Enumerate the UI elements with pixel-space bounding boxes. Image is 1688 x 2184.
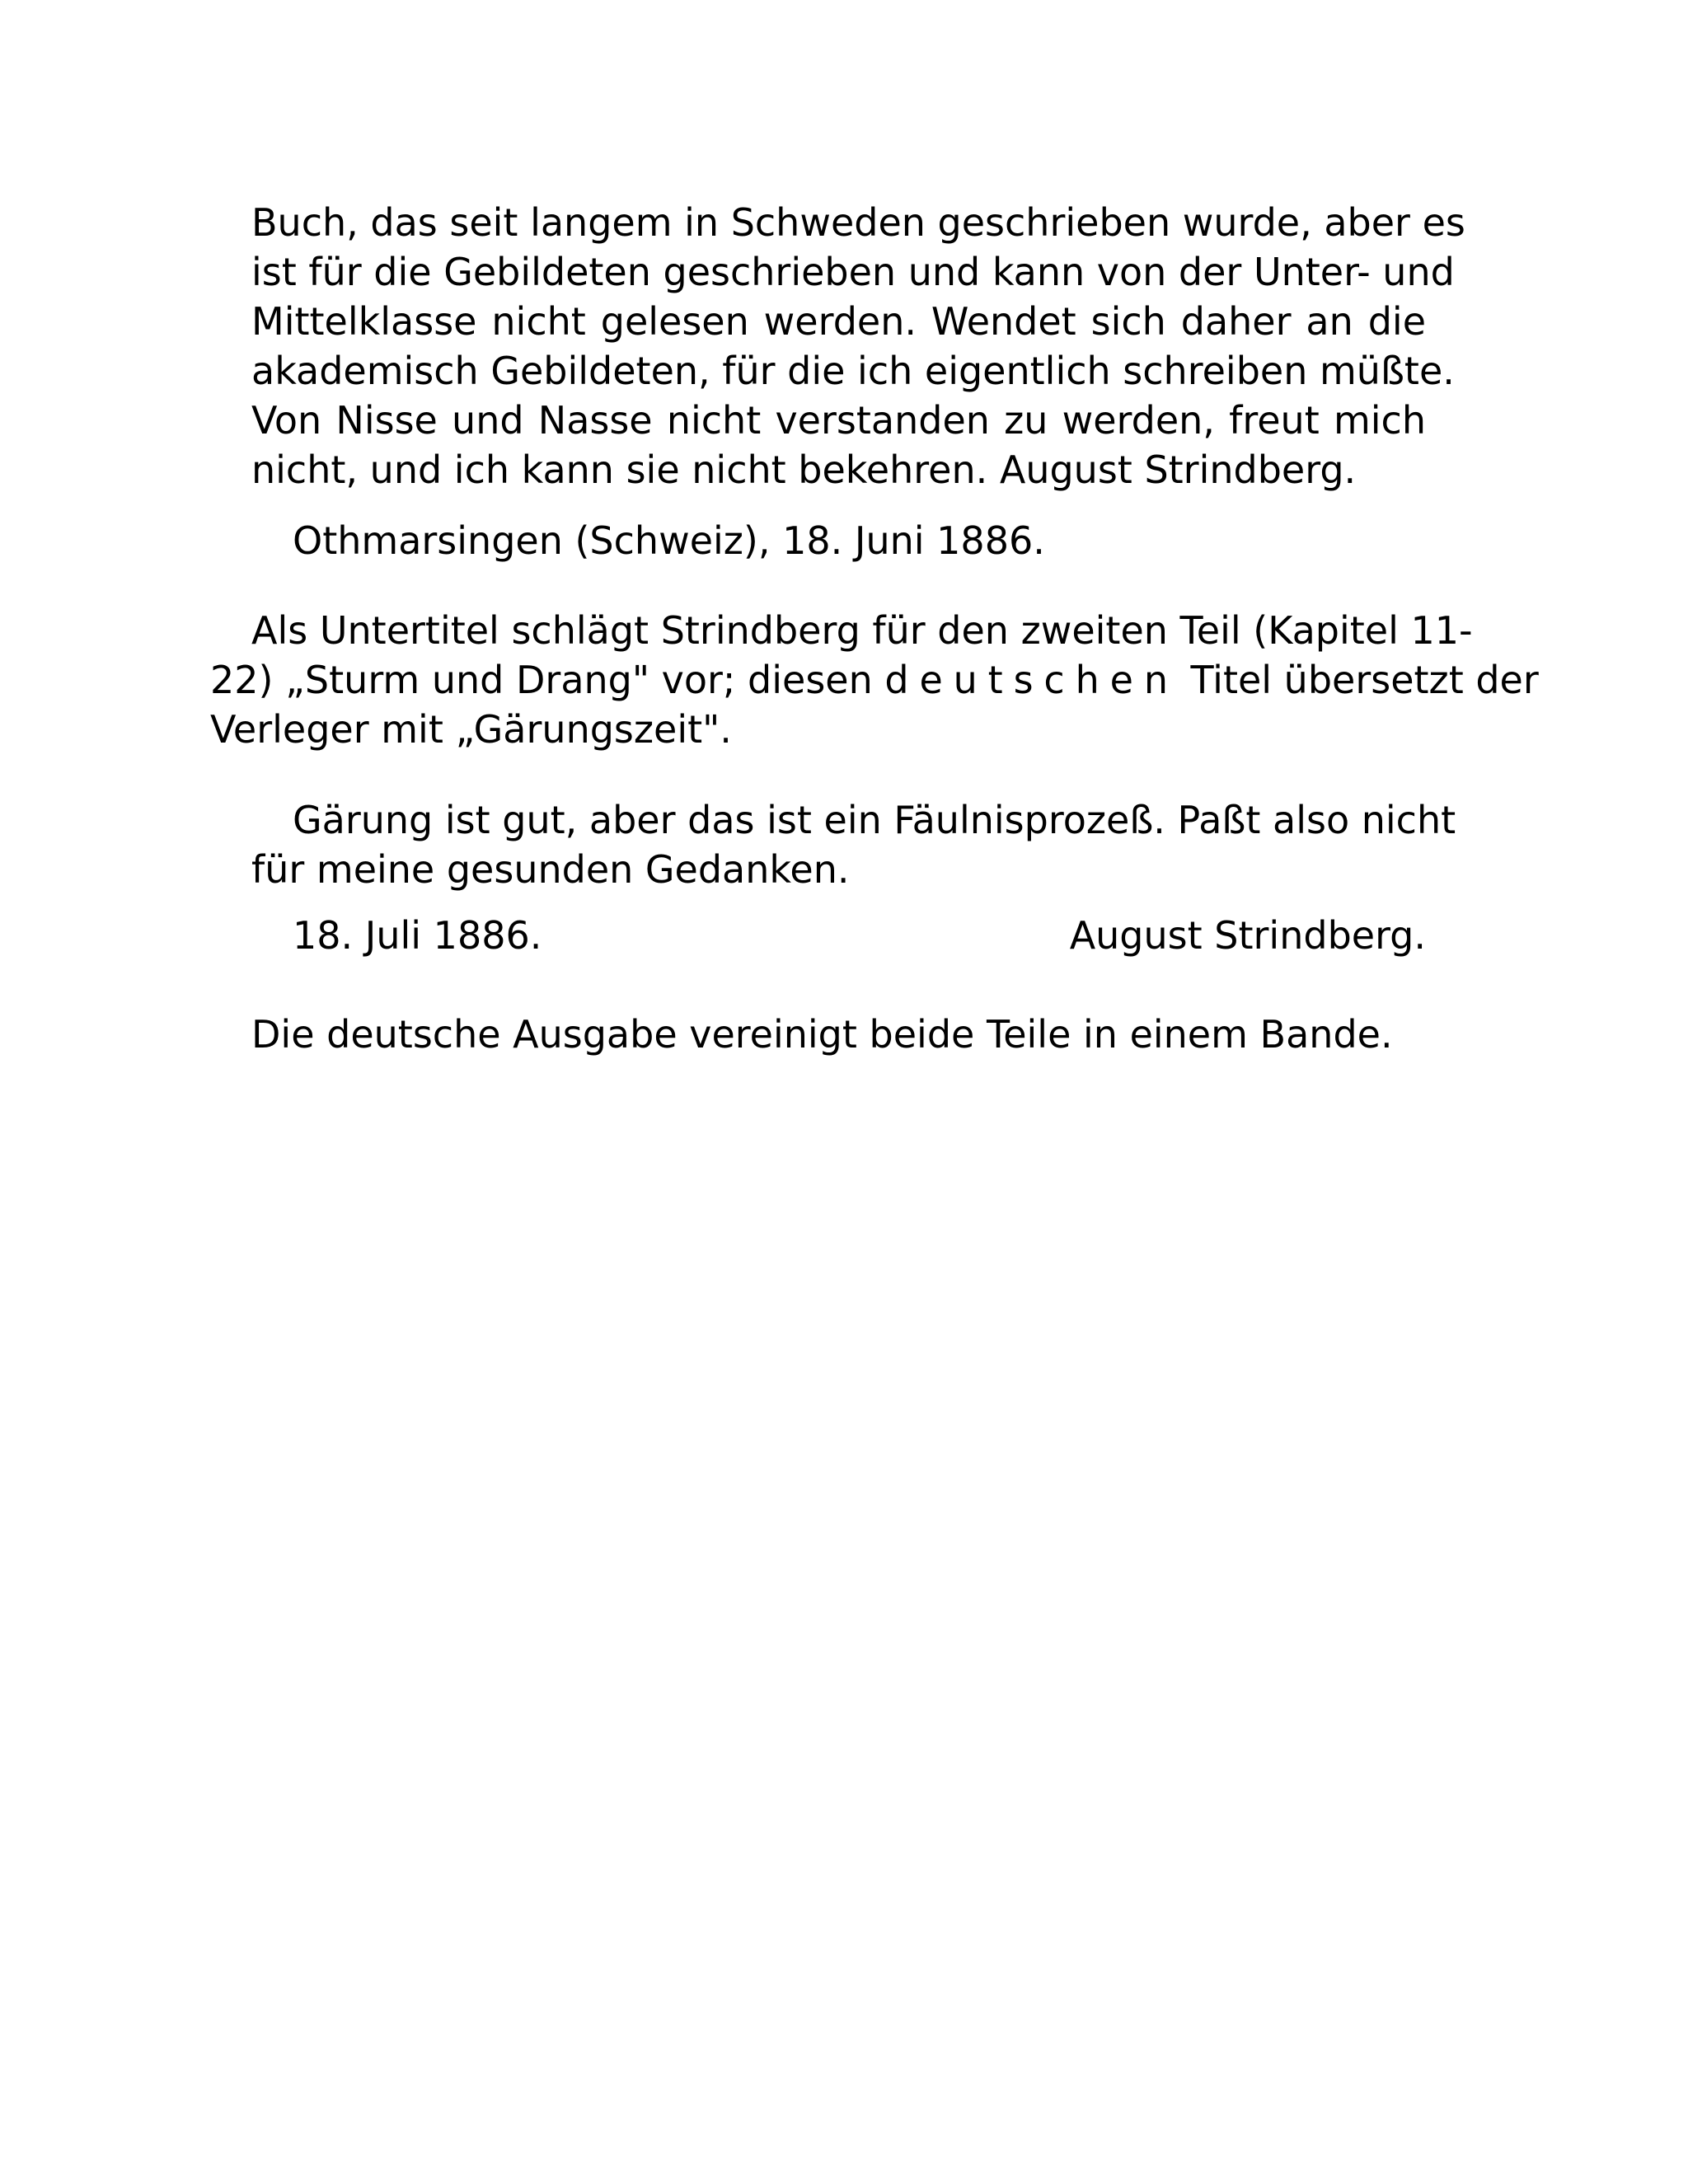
text-line: ist für die Gebildeten geschrieben und kann von der Unter- und [251, 250, 1455, 294]
text-segment: 22) „Sturm und Drang" vor; diesen [210, 658, 885, 702]
quoted-letter [251, 795, 1456, 894]
closing-note [251, 1010, 1393, 1059]
letter-paragraph [251, 198, 1465, 494]
closing-note-text: Die deutsche Ausgabe vereinigt beide Teile in einem Bande. [251, 1012, 1393, 1057]
signature-row [293, 911, 1426, 960]
editorial-note [210, 606, 1539, 754]
text-line: nicht, und ich kann sie nicht bekehren. August Strindberg. [251, 448, 1357, 492]
text-line: Mittelklasse nicht gelesen werden. Wendet sich daher an die [251, 299, 1426, 344]
spaced-emphasis: deutschen [884, 658, 1179, 702]
text-line: Verleger mit „Gärungszeit". [210, 707, 732, 752]
text-line: Von Nisse und Nasse nicht verstanden zu werden, freut mich [251, 398, 1426, 443]
text-line [210, 655, 1539, 705]
text-line: für meine gesunden Gedanken. [251, 847, 850, 892]
text-line: Als Untertitel schlägt Strindberg für den zweiten Teil (Kapitel 11- [251, 608, 1473, 653]
signature-date: 18. Juli 1886. [293, 913, 542, 958]
text-line: Gärung ist gut, aber das ist ein Fäulnisprozeß. Paßt also nicht [293, 798, 1456, 842]
signature-name: August Strindberg. [1069, 913, 1426, 958]
text-segment: Titel übersetzt der [1178, 658, 1539, 702]
text-line: Buch, das seit langem in Schweden geschrieben wurde, aber es [251, 200, 1465, 245]
text-line: akademisch Gebildeten, für die ich eigentlich schreiben müßte. [251, 349, 1455, 393]
place-date [293, 516, 1045, 565]
place-date-text: Othmarsingen (Schweiz), 18. Juni 1886. [293, 518, 1045, 563]
